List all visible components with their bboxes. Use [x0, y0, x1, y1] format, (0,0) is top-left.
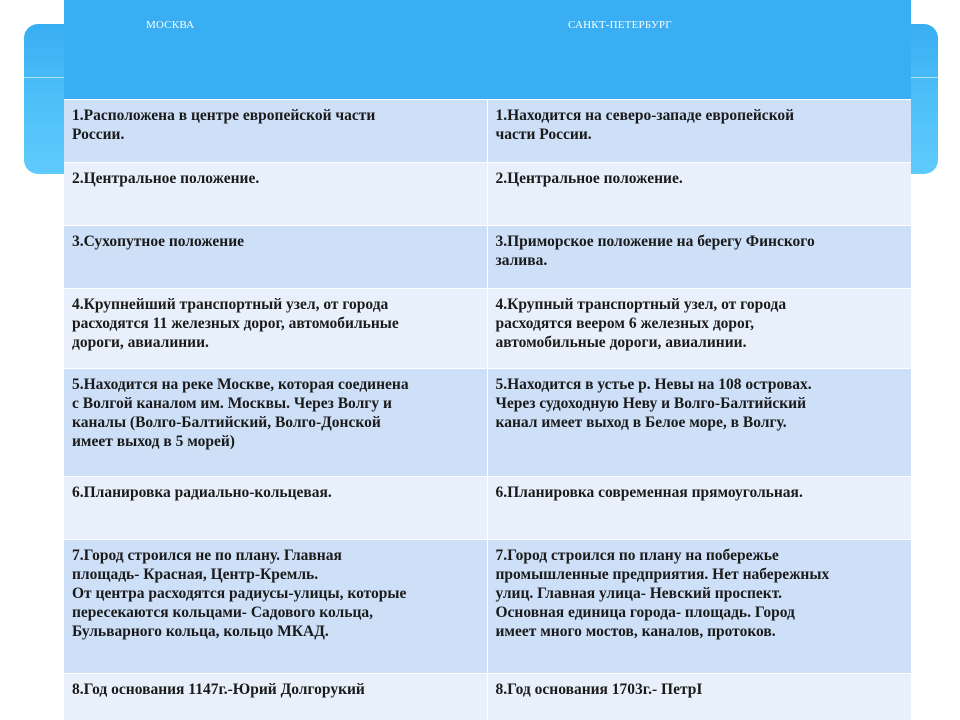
cell-moscow: [64, 369, 487, 477]
table-row: [64, 477, 911, 540]
cell-text: улиц. Главная улица- Невский проспект.: [495, 585, 783, 602]
cell-text: 6.Планировка радиально-кольцевая.: [72, 484, 332, 501]
table-row: [64, 226, 911, 289]
cell-text: 5.Находится в устье р. Невы на 108 островах.: [495, 376, 812, 393]
cell-spb: [487, 477, 911, 540]
cell-text: канал имеет выход в Белое море, в Волгу.: [495, 414, 787, 431]
cell-text: России.: [72, 126, 125, 143]
cell-text: с Волгой каналом им. Москвы. Через Волгу и: [72, 395, 392, 412]
cell-text: 7.Город строился по плану на побережье: [495, 547, 779, 564]
cell-text: 7.Город строился не по плану. Главная: [72, 547, 342, 564]
cell-spb: [487, 226, 911, 289]
cell-text: 1.Находится на северо-западе европейской: [495, 107, 795, 124]
header-moscow: МОСКВА: [64, 0, 487, 100]
cell-text: залива.: [495, 252, 548, 269]
header-row: [64, 0, 911, 100]
cell-text: 1.Расположена в центре европейской части: [72, 107, 376, 124]
cell-text: 2.Центральное положение.: [495, 170, 683, 187]
cell-text: Бульварного кольца, кольцо МКАД.: [72, 623, 329, 640]
header-spb: САНКТ-ПЕТЕРБУРГ: [487, 0, 911, 100]
table-row: [64, 163, 911, 226]
cell-text: 2.Центральное положение.: [72, 170, 260, 187]
cell-text: части России.: [495, 126, 592, 143]
cell-moscow: [64, 477, 487, 540]
cell-text: имеет много мостов, каналов, протоков.: [495, 623, 776, 640]
table-row: [64, 540, 911, 674]
cell-text: 3.Сухопутное положение: [72, 233, 245, 250]
cell-moscow: [64, 674, 487, 720]
cell-moscow: [64, 289, 487, 369]
cell-moscow: [64, 226, 487, 289]
cell-spb: [487, 369, 911, 477]
cell-text: Основная единица города- площадь. Город: [495, 604, 795, 621]
cell-text: 4.Крупнейший транспортный узел, от города: [72, 296, 389, 313]
cell-text: каналы (Волго-Балтийский, Волго-Донской: [72, 414, 381, 431]
cell-spb: [487, 540, 911, 674]
cell-spb: [487, 289, 911, 369]
cell-text: промышленные предприятия. Нет набережных: [495, 566, 830, 583]
cell-text: 5.Находится на реке Москве, которая соединена: [72, 376, 409, 393]
cell-text: 8.Год основания 1147г.-Юрий Долгорукий: [72, 681, 365, 698]
cell-text: имеет выход в 5 морей): [72, 433, 235, 450]
cell-text: расходятся веером 6 железных дорог,: [495, 315, 754, 332]
cell-spb: [487, 100, 911, 163]
table-row: [64, 100, 911, 163]
cell-spb: [487, 674, 911, 720]
cell-text: 8.Год основания 1703г.- ПетрI: [495, 681, 703, 698]
cell-text: автомобильные дороги, авиалинии.: [495, 334, 747, 351]
cell-text: Через судоходную Неву и Волго-Балтийский: [495, 395, 807, 412]
cell-text: 6.Планировка современная прямоугольная.: [495, 484, 803, 501]
cell-moscow: [64, 163, 487, 226]
cell-moscow: [64, 540, 487, 674]
cell-moscow: [64, 100, 487, 163]
cell-spb: [487, 163, 911, 226]
comparison-table-container: [64, 0, 911, 720]
cell-text: От центра расходятся радиусы-улицы, которые: [72, 585, 407, 602]
cell-text: дороги, авиалинии.: [72, 334, 209, 351]
table-row: [64, 674, 911, 720]
cell-text: расходятся 11 железных дорог, автомобильные: [72, 315, 399, 332]
cell-text: 4.Крупный транспортный узел, от города: [495, 296, 787, 313]
cell-text: пересекаются кольцами- Садового кольца,: [72, 604, 374, 621]
cell-text: площадь- Красная, Центр-Кремль.: [72, 566, 319, 583]
table-row: [64, 369, 911, 477]
comparison-table: [64, 0, 911, 720]
table-row: [64, 289, 911, 369]
cell-text: 3.Приморское положение на берегу Финского: [495, 233, 815, 250]
